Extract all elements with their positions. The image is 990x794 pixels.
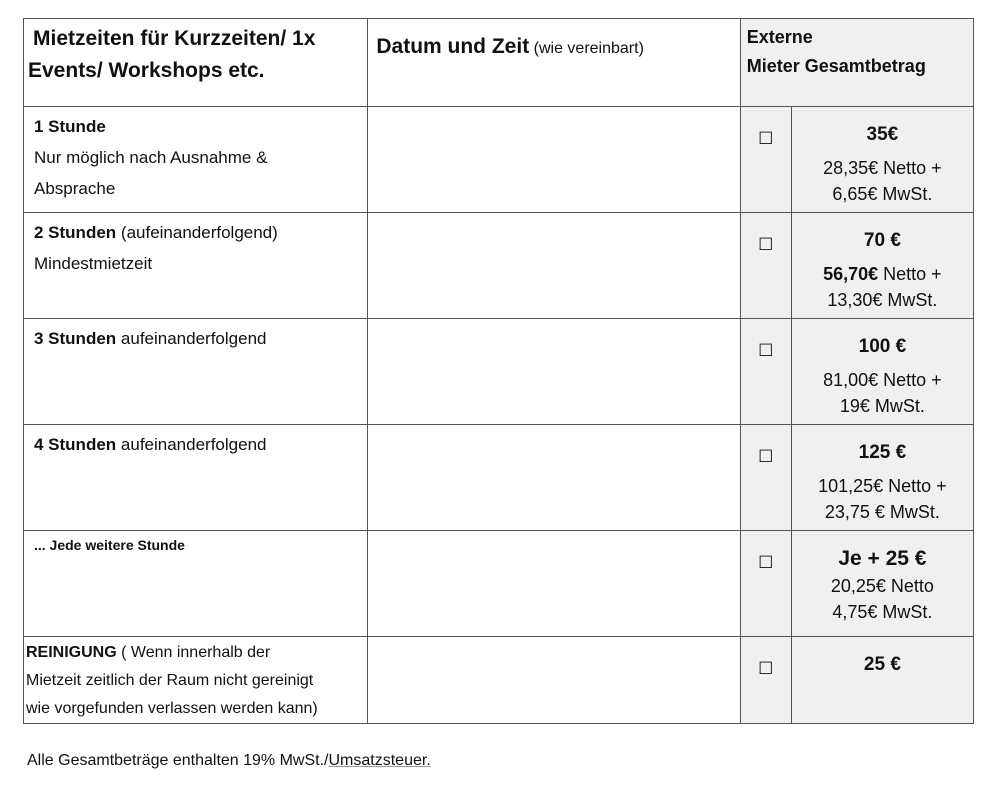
price-cell <box>791 425 973 531</box>
row-title-suffix: aufeinanderfolgend <box>120 435 267 454</box>
price-total: 70 € <box>863 230 901 251</box>
price-total: 125 € <box>858 442 907 463</box>
row-title: ... Jede weitere Stunde <box>34 537 185 553</box>
header-total-line2: Mieter Gesamtbetrag <box>746 56 926 76</box>
price-net-rest: Netto + <box>883 264 942 284</box>
date-time-cell[interactable] <box>368 319 740 425</box>
header-total-line1: Externe <box>746 27 813 47</box>
checkbox[interactable]: ☐ <box>740 531 791 637</box>
footnote <box>27 752 431 770</box>
price-net-bold: 56,70€ <box>823 264 879 284</box>
price-total: Je + 25 € <box>838 547 927 570</box>
price-total: 100 € <box>858 336 907 357</box>
row-text: Nur möglich nach Ausnahme & <box>34 148 268 167</box>
price-net: 101,25€ Netto + <box>818 476 947 496</box>
date-time-cell[interactable] <box>368 637 740 724</box>
price-vat: 4,75€ MwSt. <box>832 602 933 622</box>
row-description <box>24 531 368 637</box>
price-total: 25 € <box>863 654 901 675</box>
price-net: 20,25€ Netto <box>830 576 934 596</box>
row-title-suffix: aufeinanderfolgend <box>120 329 267 348</box>
price-vat: 19€ MwSt. <box>839 396 925 416</box>
row-title-suffix: (aufeinanderfolgend) <box>120 223 278 242</box>
row-title: 1 Stunde <box>34 117 106 136</box>
row-text: ( Wenn innerhalb der <box>121 644 271 661</box>
header-rental-times <box>24 19 368 107</box>
price-net: 81,00€ Netto + <box>823 370 942 390</box>
price-cell <box>791 107 973 213</box>
checkbox[interactable]: ☐ <box>740 637 791 724</box>
date-time-cell[interactable] <box>368 107 740 213</box>
checkbox[interactable]: ☐ <box>740 425 791 531</box>
row-text: wie vorgefunden verlassen werden kann) <box>26 700 318 717</box>
checkbox[interactable]: ☐ <box>740 213 791 319</box>
footnote-text: Alle Gesamtbeträge enthalten 19% MwSt./ <box>27 752 329 769</box>
row-description <box>24 425 368 531</box>
header-date-time <box>368 19 740 107</box>
table-row <box>24 319 974 425</box>
header-row <box>24 19 974 107</box>
header-rental-times-line1: Mietzeiten für Kurzzeiten/ 1x <box>33 27 316 50</box>
price-vat: 6,65€ MwSt. <box>832 184 933 204</box>
row-title: 3 Stunden <box>34 329 117 348</box>
row-description <box>24 213 368 319</box>
price-vat: 13,30€ MwSt. <box>827 290 938 310</box>
price-vat: 23,75 € MwSt. <box>824 502 940 522</box>
table-row <box>24 637 974 724</box>
table-row <box>24 107 974 213</box>
price-cell <box>791 319 973 425</box>
row-text: Mietzeit zeitlich der Raum nicht gereinigt <box>26 672 314 689</box>
checkbox[interactable]: ☐ <box>740 107 791 213</box>
table-row <box>24 531 974 637</box>
price-net <box>792 261 973 287</box>
checkbox[interactable]: ☐ <box>740 319 791 425</box>
date-time-cell[interactable] <box>368 425 740 531</box>
row-description <box>24 637 368 724</box>
row-description <box>24 107 368 213</box>
header-date-time-label: Datum und Zeit <box>376 35 530 58</box>
price-net: 28,35€ Netto + <box>823 158 942 178</box>
row-text: Absprache <box>34 179 116 198</box>
header-rental-times-line2: Events/ Workshops etc. <box>28 59 265 82</box>
header-date-time-note: (wie vereinbart) <box>533 40 644 57</box>
table-row <box>24 425 974 531</box>
price-total: 35€ <box>866 124 899 145</box>
row-title: REINIGUNG <box>26 644 117 661</box>
header-total-amount <box>740 19 973 107</box>
row-title: 4 Stunden <box>34 435 117 454</box>
footnote-text-underlined: Umsatzsteuer. <box>328 752 431 769</box>
row-description <box>24 319 368 425</box>
table-row <box>24 213 974 319</box>
price-cell <box>791 637 973 724</box>
row-text: Mindestmietzeit <box>34 254 153 273</box>
price-cell <box>791 213 973 319</box>
date-time-cell[interactable] <box>368 213 740 319</box>
price-cell <box>791 531 973 637</box>
rates-table <box>23 18 974 724</box>
row-title: 2 Stunden <box>34 223 117 242</box>
date-time-cell[interactable] <box>368 531 740 637</box>
